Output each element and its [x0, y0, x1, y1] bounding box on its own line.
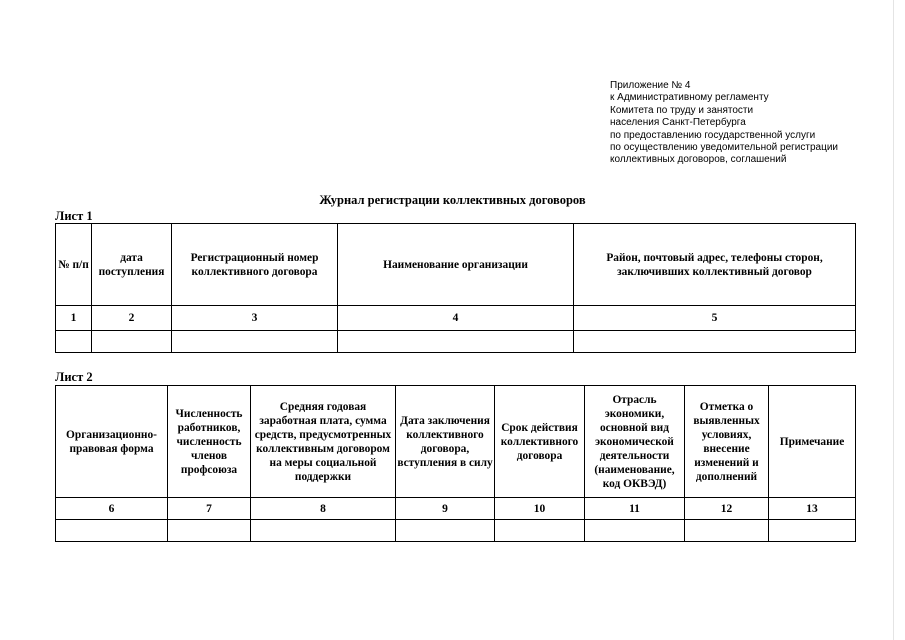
sheet2-column-number: 9 [396, 498, 495, 520]
sheet1-column-number: 1 [56, 306, 92, 331]
appendix-line: Комитета по труду и занятости [610, 104, 754, 116]
sheet2-column-number: 7 [168, 498, 251, 520]
sheet1-label: Лист 1 [55, 209, 93, 223]
sheet2-header-cell: Примечание [769, 386, 856, 498]
sheet2-table [55, 385, 856, 542]
sheet1-header-row [56, 224, 856, 306]
sheet2-column-number: 10 [495, 498, 585, 520]
sheet1-empty-cell [92, 331, 172, 353]
appendix-note [610, 80, 838, 167]
sheet2-empty-cell [769, 520, 856, 542]
sheet1-empty-cell [172, 331, 338, 353]
sheet2-empty-row [56, 520, 856, 542]
sheet1-column-number: 2 [92, 306, 172, 331]
sheet2-column-number: 8 [251, 498, 396, 520]
sheet2-header-cell: Организационно-правовая форма [56, 386, 168, 498]
appendix-line: населения Санкт-Петербурга [610, 117, 746, 129]
sheet1-empty-cell [56, 331, 92, 353]
sheet1-column-number: 3 [172, 306, 338, 331]
sheet2-empty-cell [585, 520, 685, 542]
sheet2-column-number: 6 [56, 498, 168, 520]
sheet2-number-row [56, 498, 856, 520]
sheet1-column-number: 5 [574, 306, 856, 331]
sheet1-table [55, 223, 856, 353]
sheet2-empty-cell [396, 520, 495, 542]
sheet2-header-cell: Отрасль экономики, основной вид экономической деятельности (наименование, код ОКВЭД) [585, 386, 685, 498]
journal-title: Журнал регистрации коллективных договоров [319, 193, 586, 207]
sheet1-header-cell: Район, почтовый адрес, телефоны сторон, заключивших коллективный договор [574, 224, 856, 306]
appendix-line: по предоставлению государственной услуги [610, 129, 816, 141]
sheet2-header-cell: Срок действия коллективного договора [495, 386, 585, 498]
sheet2-header-cell: Численность работников, численность членов профсоюза [168, 386, 251, 498]
sheet2-empty-cell [685, 520, 769, 542]
sheet2-column-number: 12 [685, 498, 769, 520]
sheet2-empty-cell [495, 520, 585, 542]
sheet2-header-cell: Средняя годовая заработная плата, сумма средств, предусмотренных коллективным договором на меры социальной поддержки [251, 386, 396, 498]
sheet2-empty-cell [168, 520, 251, 542]
appendix-line: коллективных договоров, соглашений [610, 154, 787, 166]
sheet1-empty-row [56, 331, 856, 353]
sheet2-header-row [56, 386, 856, 498]
sheet1-empty-cell [574, 331, 856, 353]
sheet1-header-cell: № п/п [56, 224, 92, 306]
sheet2-header-cell: Дата заключения коллективного договора, вступления в силу [396, 386, 495, 498]
scan-edge-line [893, 0, 894, 640]
sheet1-empty-cell [338, 331, 574, 353]
sheet1-column-number: 4 [338, 306, 574, 331]
appendix-line: Приложение № 4 [610, 80, 691, 91]
sheet2-column-number: 11 [585, 498, 685, 520]
sheet2-empty-cell [251, 520, 396, 542]
sheet1-header-cell: Наименование организации [338, 224, 574, 306]
sheet1-header-cell: дата поступления [92, 224, 172, 306]
appendix-line: по осуществлению уведомительной регистрации [610, 142, 838, 154]
appendix-line: к Административному регламенту [610, 92, 769, 104]
sheet1-number-row [56, 306, 856, 331]
sheet2-empty-cell [56, 520, 168, 542]
sheet2-label: Лист 2 [55, 370, 93, 384]
sheet1-header-cell: Регистрационный номер коллективного договора [172, 224, 338, 306]
sheet2-header-cell: Отметка о выявленных условиях, внесение изменений и дополнений [685, 386, 769, 498]
sheet2-column-number: 13 [769, 498, 856, 520]
